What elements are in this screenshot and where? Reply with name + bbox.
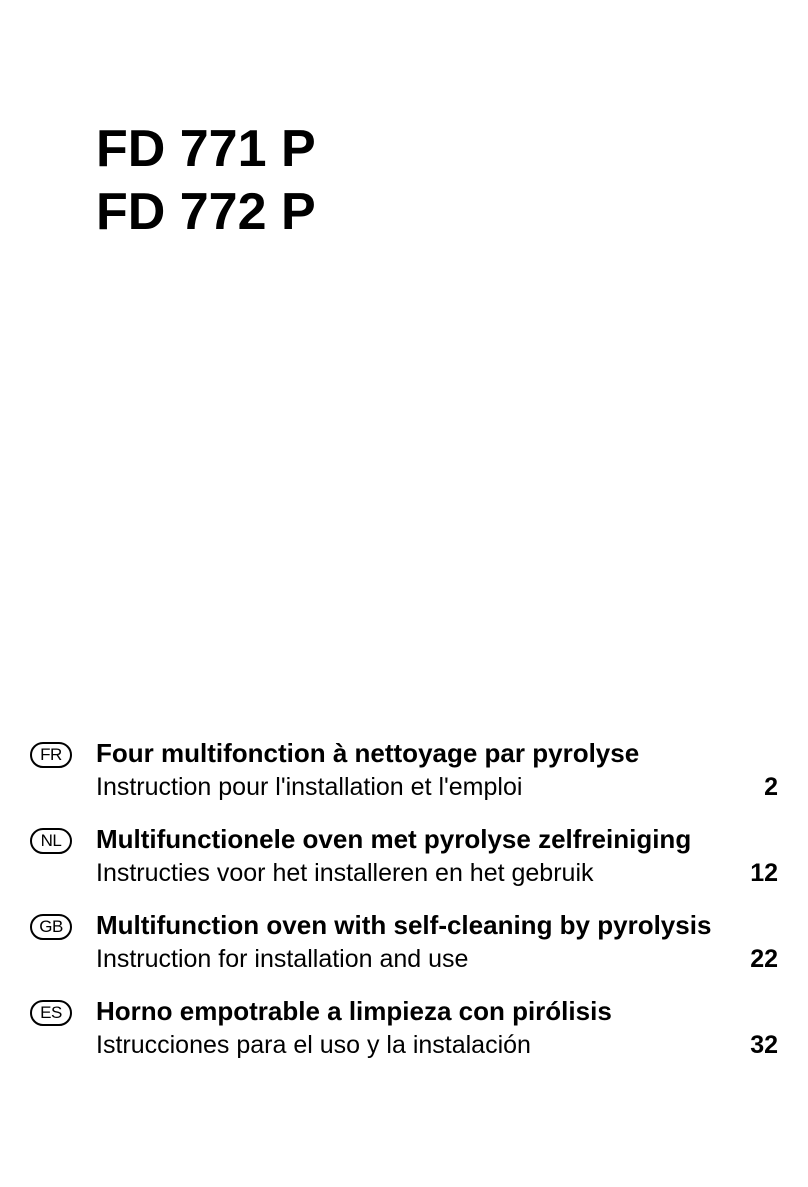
table-of-contents [30, 735, 778, 1079]
toc-entry-es[interactable] [30, 993, 778, 1079]
toc-entry-subtitle: Instruction pour l'installation et l'emploi [96, 773, 523, 801]
model-number: FD 772 P [96, 183, 316, 241]
toc-entry-page-number: 22 [750, 945, 778, 973]
toc-entry-page-number: 32 [750, 1031, 778, 1059]
toc-entry-title: Multifunction oven with self-cleaning by pyrolysis [96, 910, 712, 940]
toc-entry-fr[interactable] [30, 735, 778, 821]
toc-entry-gb[interactable] [30, 907, 778, 993]
toc-entry-title: Four multifonction à nettoyage par pyrolyse [96, 738, 640, 768]
toc-entry-subtitle: Instructies voor het installeren en het gebruik [96, 859, 594, 887]
language-badge: ES [30, 1000, 72, 1026]
toc-entry-nl[interactable] [30, 821, 778, 907]
toc-entry-page-number: 12 [750, 859, 778, 887]
model-number: FD 771 P [96, 120, 316, 178]
language-badge: GB [30, 914, 72, 940]
language-badge: FR [30, 742, 72, 768]
language-badge: NL [30, 828, 72, 854]
toc-entry-title: Multifunctionele oven met pyrolyse zelfreiniging [96, 824, 692, 854]
toc-entry-page-number: 2 [764, 773, 778, 801]
toc-entry-title: Horno empotrable a limpieza con pirólisis [96, 996, 612, 1026]
toc-entry-subtitle: Istrucciones para el uso y la instalación [96, 1031, 531, 1059]
model-numbers [96, 118, 316, 244]
toc-entry-subtitle: Instruction for installation and use [96, 945, 469, 973]
